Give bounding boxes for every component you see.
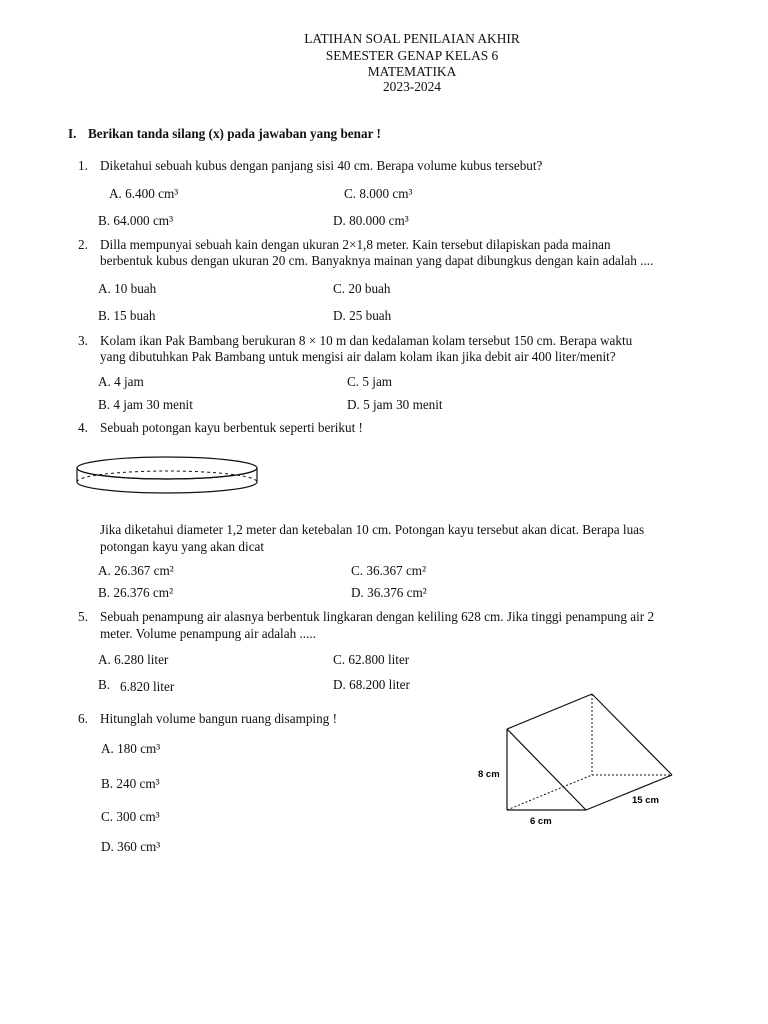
q1-text: Diketahui sebuah kubus dengan panjang sisi 40 cm. Berapa volume kubus tersebut? [100,158,543,173]
q5-option-a[interactable]: A. 6.280 liter [98,652,169,667]
prism-label-height: 8 cm [478,769,500,780]
q6-option-a[interactable]: A. 180 cm³ [101,741,161,756]
q4-number: 4. [78,420,88,435]
q4-option-c[interactable]: C. 36.367 cm² [351,563,427,578]
q1-option-d[interactable]: D. 80.000 cm³ [333,213,409,228]
q3-text-line1: Kolam ikan Pak Bambang berukuran 8 × 10 m dan kedalaman kolam tersebut 150 cm. Berapa waktu [100,333,633,348]
header-subject: MATEMATIKA [367,64,457,79]
q2-option-c[interactable]: C. 20 buah [333,281,391,296]
q2-text-line2: berbentuk kubus dengan ukuran 20 cm. Banyaknya mainan yang dapat dibungkus dengan kain adalah .... [100,253,654,268]
q5-option-d[interactable]: D. 68.200 liter [333,677,410,692]
q5-option-b[interactable]: 6.820 liter [120,679,175,694]
q2-number: 2. [78,237,88,252]
q5-option-c[interactable]: C. 62.800 liter [333,652,410,667]
q4-option-d[interactable]: D. 36.376 cm² [351,585,427,600]
disc-hidden-edge [77,471,257,482]
q3-text-line2: yang dibutuhkan Pak Bambang untuk mengisi air dalam kolam ikan jika debit air 400 liter/menit? [100,349,616,364]
q5-text-line1: Sebuah penampung air alasnya berbentuk lingkaran dengan keliling 628 cm. Jika tinggi penampung air 2 [100,609,655,624]
header-year: 2023-2024 [382,79,442,94]
header-title: LATIHAN SOAL PENILAIAN AKHIR [304,31,520,46]
q2-option-d[interactable]: D. 25 buah [333,308,392,323]
prism-label-length: 15 cm [632,795,659,806]
q6-option-b[interactable]: B. 240 cm³ [101,776,160,791]
q3-option-c[interactable]: C. 5 jam [347,374,393,389]
q6-number: 6. [78,711,88,726]
q4-text: Sebuah potongan kayu berbentuk seperti berikut ! [100,420,363,435]
q5-option-b-letter[interactable]: B. [98,677,111,692]
q4-text-line1: Jika diketahui diameter 1,2 meter dan ketebalan 10 cm. Potongan kayu tersebut akan dicat. Berapa luas [100,522,645,537]
triangular-prism-figure [472,686,702,831]
q1-option-a[interactable]: A. 6.400 cm³ [109,186,179,201]
q4-option-a[interactable]: A. 26.367 cm² [98,563,174,578]
q5-text-line2: meter. Volume penampung air adalah ..... [100,626,316,641]
q2-text-line1: Dilla mempunyai sebuah kain dengan ukuran 2×1,8 meter. Kain tersebut dilapiskan pada mainan [100,237,611,252]
q6-option-d[interactable]: D. 360 cm³ [101,839,161,854]
q2-option-a[interactable]: A. 10 buah [98,281,157,296]
q4-option-b[interactable]: B. 26.376 cm² [98,585,174,600]
q3-number: 3. [78,333,88,348]
q3-option-d[interactable]: D. 5 jam 30 menit [347,397,443,412]
q5-number: 5. [78,609,88,624]
header-semester: SEMESTER GENAP KELAS 6 [325,48,499,63]
section-instruction: Berikan tanda silang (x) pada jawaban yang benar ! [88,126,381,141]
prism-label-base: 6 cm [530,816,552,827]
q6-text: Hitunglah volume bangun ruang disamping ! [100,711,337,726]
q3-option-b[interactable]: B. 4 jam 30 menit [98,397,193,412]
section-number: I. [68,126,77,141]
q2-option-b[interactable]: B. 15 buah [98,308,156,323]
q4-text-line2: potongan kayu yang akan dicat [100,539,265,554]
disc-front-edge [77,468,257,493]
q1-option-b[interactable]: B. 64.000 cm³ [98,213,174,228]
q1-option-c[interactable]: C. 8.000 cm³ [344,186,413,201]
q1-number: 1. [78,158,88,173]
q3-option-a[interactable]: A. 4 jam [98,374,144,389]
q6-option-c[interactable]: C. 300 cm³ [101,809,160,824]
wood-disc-figure [70,452,266,500]
